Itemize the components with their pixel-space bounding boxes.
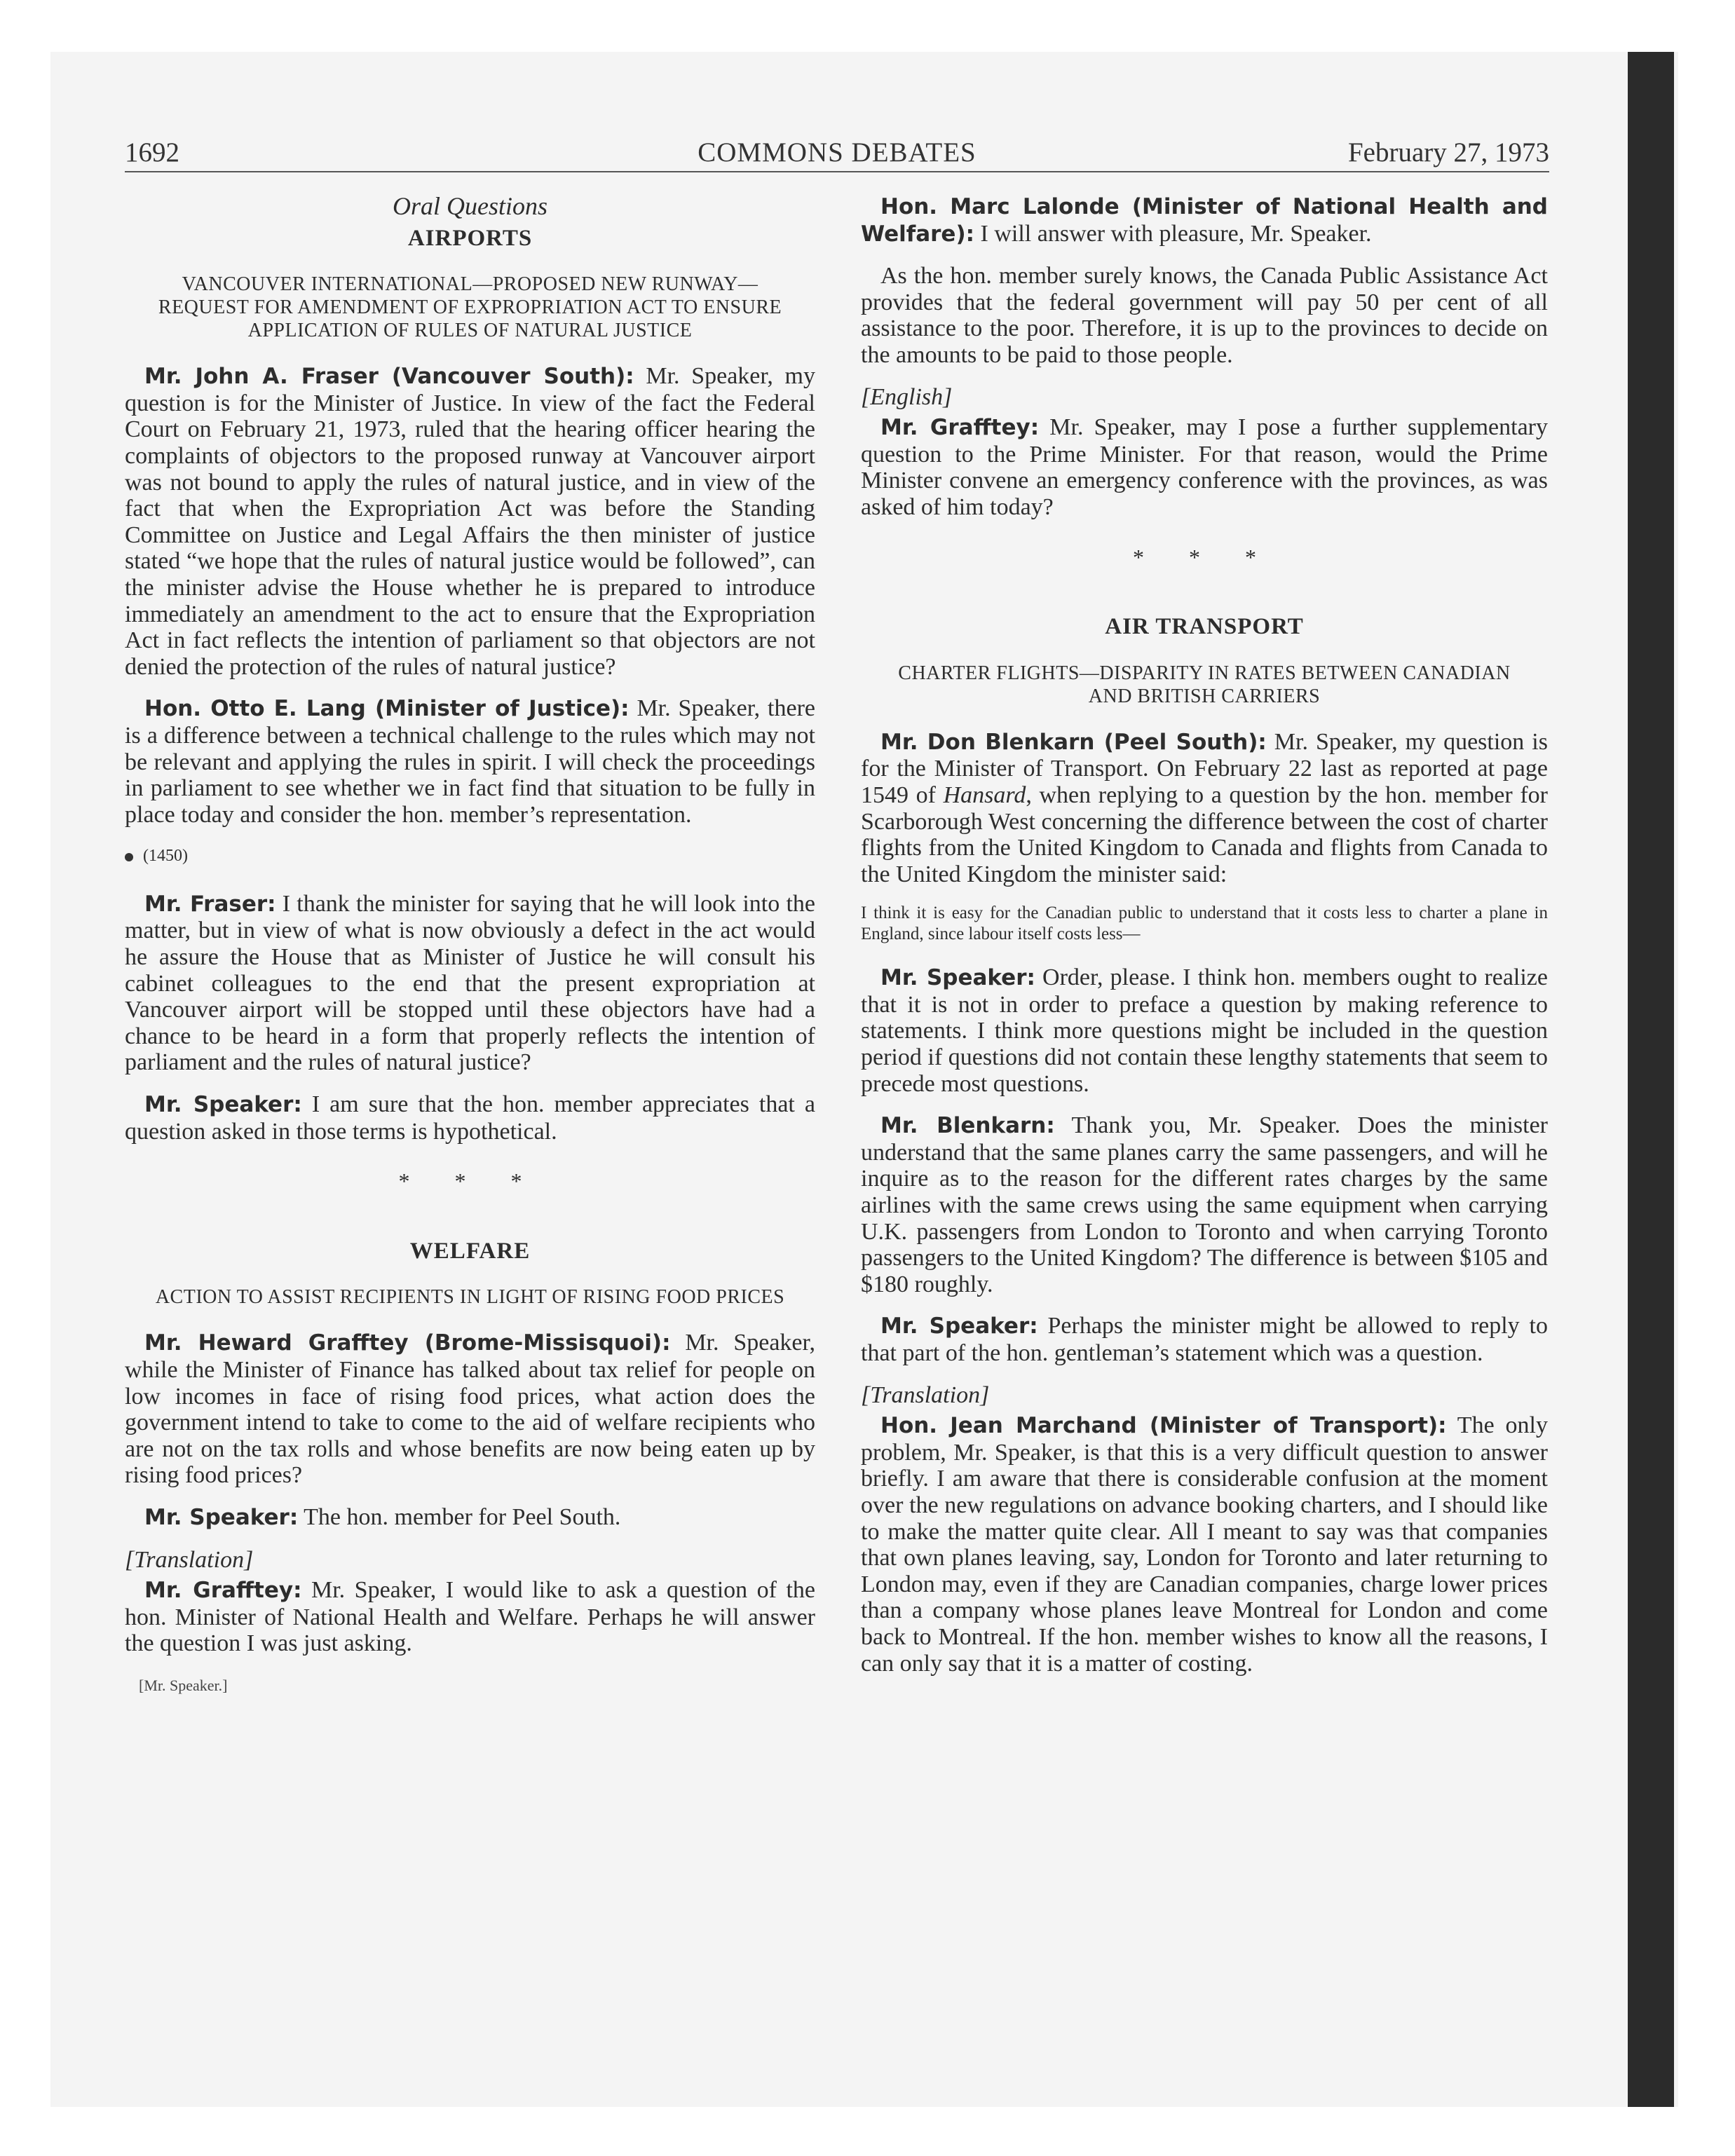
section-title-welfare: WELFARE: [409, 1238, 531, 1264]
speech-text: Order, please. I think hon. members ought to realize that it is not in order to preface a question by making reference to statements. I think more questions might be included in the question period if questions did not contain these lengthy statements that seem to precede most questions.: [861, 964, 1548, 1097]
section-title-air-transport: AIR TRANSPORT: [1105, 614, 1304, 640]
subhead-air-transport: CHARTER FLIGHTS—DISPARITY IN RATES BETWEEN CANADIAN AND BRITISH CARRIERS: [898, 662, 1511, 707]
speaker-name: Hon. Otto E. Lang (Minister of Justice):: [144, 696, 630, 722]
speaker-name: Mr. John A. Fraser (Vancouver South):: [144, 364, 634, 390]
hansard-reference: Hansard: [943, 782, 1026, 808]
left-column: [125, 193, 815, 1699]
speech-blenkarn-2: [861, 1112, 1548, 1297]
page-date: February 27, 1973: [1347, 137, 1549, 168]
section-separator: * * *: [398, 1168, 542, 1194]
subhead-airports: VANCOUVER INTERNATIONAL—PROPOSED NEW RUNWAY—REQUEST FOR AMENDMENT OF EXPROPRIATION ACT TO ENSURE APPLICATION OF RULES OF NATURAL JUSTICE: [158, 273, 782, 342]
speech-lalonde: [861, 193, 1548, 247]
page-number: 1692: [125, 137, 179, 168]
speech-text: I thank the minister for saying that he will look into the matter, but in view of what is now obviously a defect in the act would he assure the House that as Minister of Justice he will consult his cabinet colleagues to the end that the present expropriation at Vancouver airport will be stopped until these objectors have had a chance to be heard in a form that properly reflects the intention of parliament and the rules of natural justice?: [125, 890, 815, 1076]
speech-text: Mr. Speaker, there is a difference between a technical challenge to the rules which may not be relevant and applying the rules in spirit. I will check the proceedings in parliament to see whether we in fact find that situation to be fully in place today and consider the hon. member’s representation.: [125, 695, 815, 828]
speaker-name: Mr. Heward Grafftey (Brome-Missisquoi):: [144, 1330, 671, 1356]
speech-lang-1: [125, 695, 815, 828]
speech-fraser-2: [125, 891, 815, 1076]
time-mark: [125, 843, 815, 870]
speech-text: Mr. Speaker, I would like to ask a question of the hon. Minister of National Health and Welfare. Perhaps he will answer the question I was just asking.: [125, 1577, 816, 1657]
speaker-name: Hon. Jean Marchand (Minister of Transport):: [880, 1413, 1447, 1439]
speech-blenkarn-1: [861, 729, 1548, 888]
speech-text: , when replying to a question by the hon. member for Scarborough West concerning the difference between the cost of charter flights from the United Kingdom to Canada and flights from Canada to the United Kingdom the minister said:: [861, 782, 1548, 887]
speech-text: Mr. Speaker, my question is for the Minister of Justice. In view of the fact the Federal Court on February 21, 1973, ruled that the hearing officer hearing the complaints of objectors to the proposed runway at Vancouver airport was not bound to apply the rules of natural justice, and in view of the fact that when the Expropriation Act was before the Standing Committee on Justice and Legal Affairs the then minister of justice stated “we hope that the rules of natural justice would be followed”, can the minister advise the House whether he is prepared to introduce immediately an amendment to the act to ensure that the Expropriation Act in fact reflects the intention of parliament so that objectors are not denied the protection of the rules of natural justice?: [125, 363, 815, 680]
speech-text: Thank you, Mr. Speaker. Does the minister understand that the same planes carry the same passengers, and will he inquire as to the reason for the different rates charges by the same airlines with the same crews using the same equipment when carrying U.K. passengers from London to Toronto and when carrying Toronto passengers to the United Kingdom? The difference is between $105 and $180 roughly.: [861, 1112, 1548, 1297]
speech-text: I am sure that the hon. member appreciates that a question asked in those terms is hypothetical.: [125, 1091, 815, 1145]
speech-grafftey-3: [861, 414, 1548, 520]
speech-text: The only problem, Mr. Speaker, is that this is a very difficult question to answer briefly. I am aware that there is considerable confusion at the moment over the new regulations on advance booking charters, and I should like to make the matter quite clear. All I meant to say was that companies that own planes leaving, say, London for Toronto and later returning to London may, even if they are Canadian companies, charge lower prices than a company whose planes leave Montreal for London and come back to Montreal. If the hon. member wishes to know all the reasons, I can only say that it is a matter of costing.: [861, 1412, 1548, 1677]
paragraph-assistance-act: As the hon. member surely knows, the Canada Public Assistance Act provides that the federal government will pay 50 per cent of all assistance to the poor. Therefore, it is up to the provinces to decide on the amounts to be paid to those people.: [861, 263, 1548, 368]
time-mark-text: (1450): [143, 847, 188, 866]
language-marker: [Translation]: [861, 1381, 990, 1408]
speaker-name: Mr. Speaker:: [144, 1504, 299, 1530]
speech-speaker-1: [125, 1091, 815, 1145]
speech-speaker-3: [861, 964, 1548, 1097]
speaker-footnote: [Mr. Speaker.]: [139, 1676, 228, 1694]
running-header: [125, 137, 1549, 172]
speech-fraser-1: [125, 363, 815, 680]
speech-text: The hon. member for Peel South.: [298, 1503, 621, 1530]
right-column: [861, 193, 1548, 1692]
speech-text: I will answer with pleasure, Mr. Speaker.: [974, 220, 1372, 247]
scan-binding-edge: [1628, 52, 1674, 2107]
publication-title: COMMONS DEBATES: [698, 137, 977, 168]
speech-marchand: [861, 1412, 1548, 1677]
speech-grafftey-1: [125, 1330, 815, 1489]
speaker-name: Mr. Speaker:: [144, 1092, 302, 1118]
subhead-welfare: ACTION TO ASSIST RECIPIENTS IN LIGHT OF RISING FOOD PRICES: [155, 1286, 785, 1309]
speaker-name: Mr. Grafftey:: [144, 1578, 302, 1604]
speech-text: Perhaps the minister might be allowed to reply to that part of the hon. gentleman’s statement which was a question.: [861, 1313, 1548, 1366]
speaker-name: Mr. Fraser:: [144, 891, 276, 917]
bullet-icon: [125, 853, 133, 861]
speech-speaker-4: [861, 1313, 1548, 1366]
section-title-airports: AIRPORTS: [407, 225, 533, 251]
block-quote: I think it is easy for the Canadian public to understand that it costs less to charter a plane in England, since labour itself costs less—: [861, 903, 1548, 944]
speaker-name: Mr. Speaker:: [880, 1314, 1038, 1339]
language-marker: [English]: [861, 383, 953, 410]
speech-text: Mr. Speaker, my question is for the Minister of Transport. On February 22 last as reported at page 1549 of: [861, 728, 1548, 808]
speaker-name: Mr. Speaker:: [880, 965, 1035, 991]
speech-text: Mr. Speaker, may I pose a further supplementary question to the Prime Minister. For that reason, would the Prime Minister convene an emergency conference with the provinces, as was asked of him today?: [861, 414, 1548, 520]
section-separator: * * *: [1133, 544, 1276, 570]
speech-text: Mr. Speaker, while the Minister of Finance has talked about tax relief for people on low incomes in face of rising food prices, what action does the government intend to take to come to the aid of welfare recipients who are not on the tax rolls and whose benefits are now being eaten up by rising food prices?: [125, 1330, 815, 1489]
speech-speaker-2: [125, 1504, 815, 1531]
speaker-name: Mr. Blenkarn:: [880, 1113, 1055, 1139]
language-marker: [Translation]: [125, 1546, 254, 1573]
section-kicker: Oral Questions: [392, 192, 547, 220]
speech-grafftey-2: [125, 1577, 815, 1657]
speaker-name: Mr. Grafftey:: [880, 415, 1040, 441]
speaker-name: Mr. Don Blenkarn (Peel South):: [880, 729, 1267, 755]
speaker-name: Hon. Marc Lalonde (Minister of National Health and Welfare):: [861, 194, 1548, 247]
